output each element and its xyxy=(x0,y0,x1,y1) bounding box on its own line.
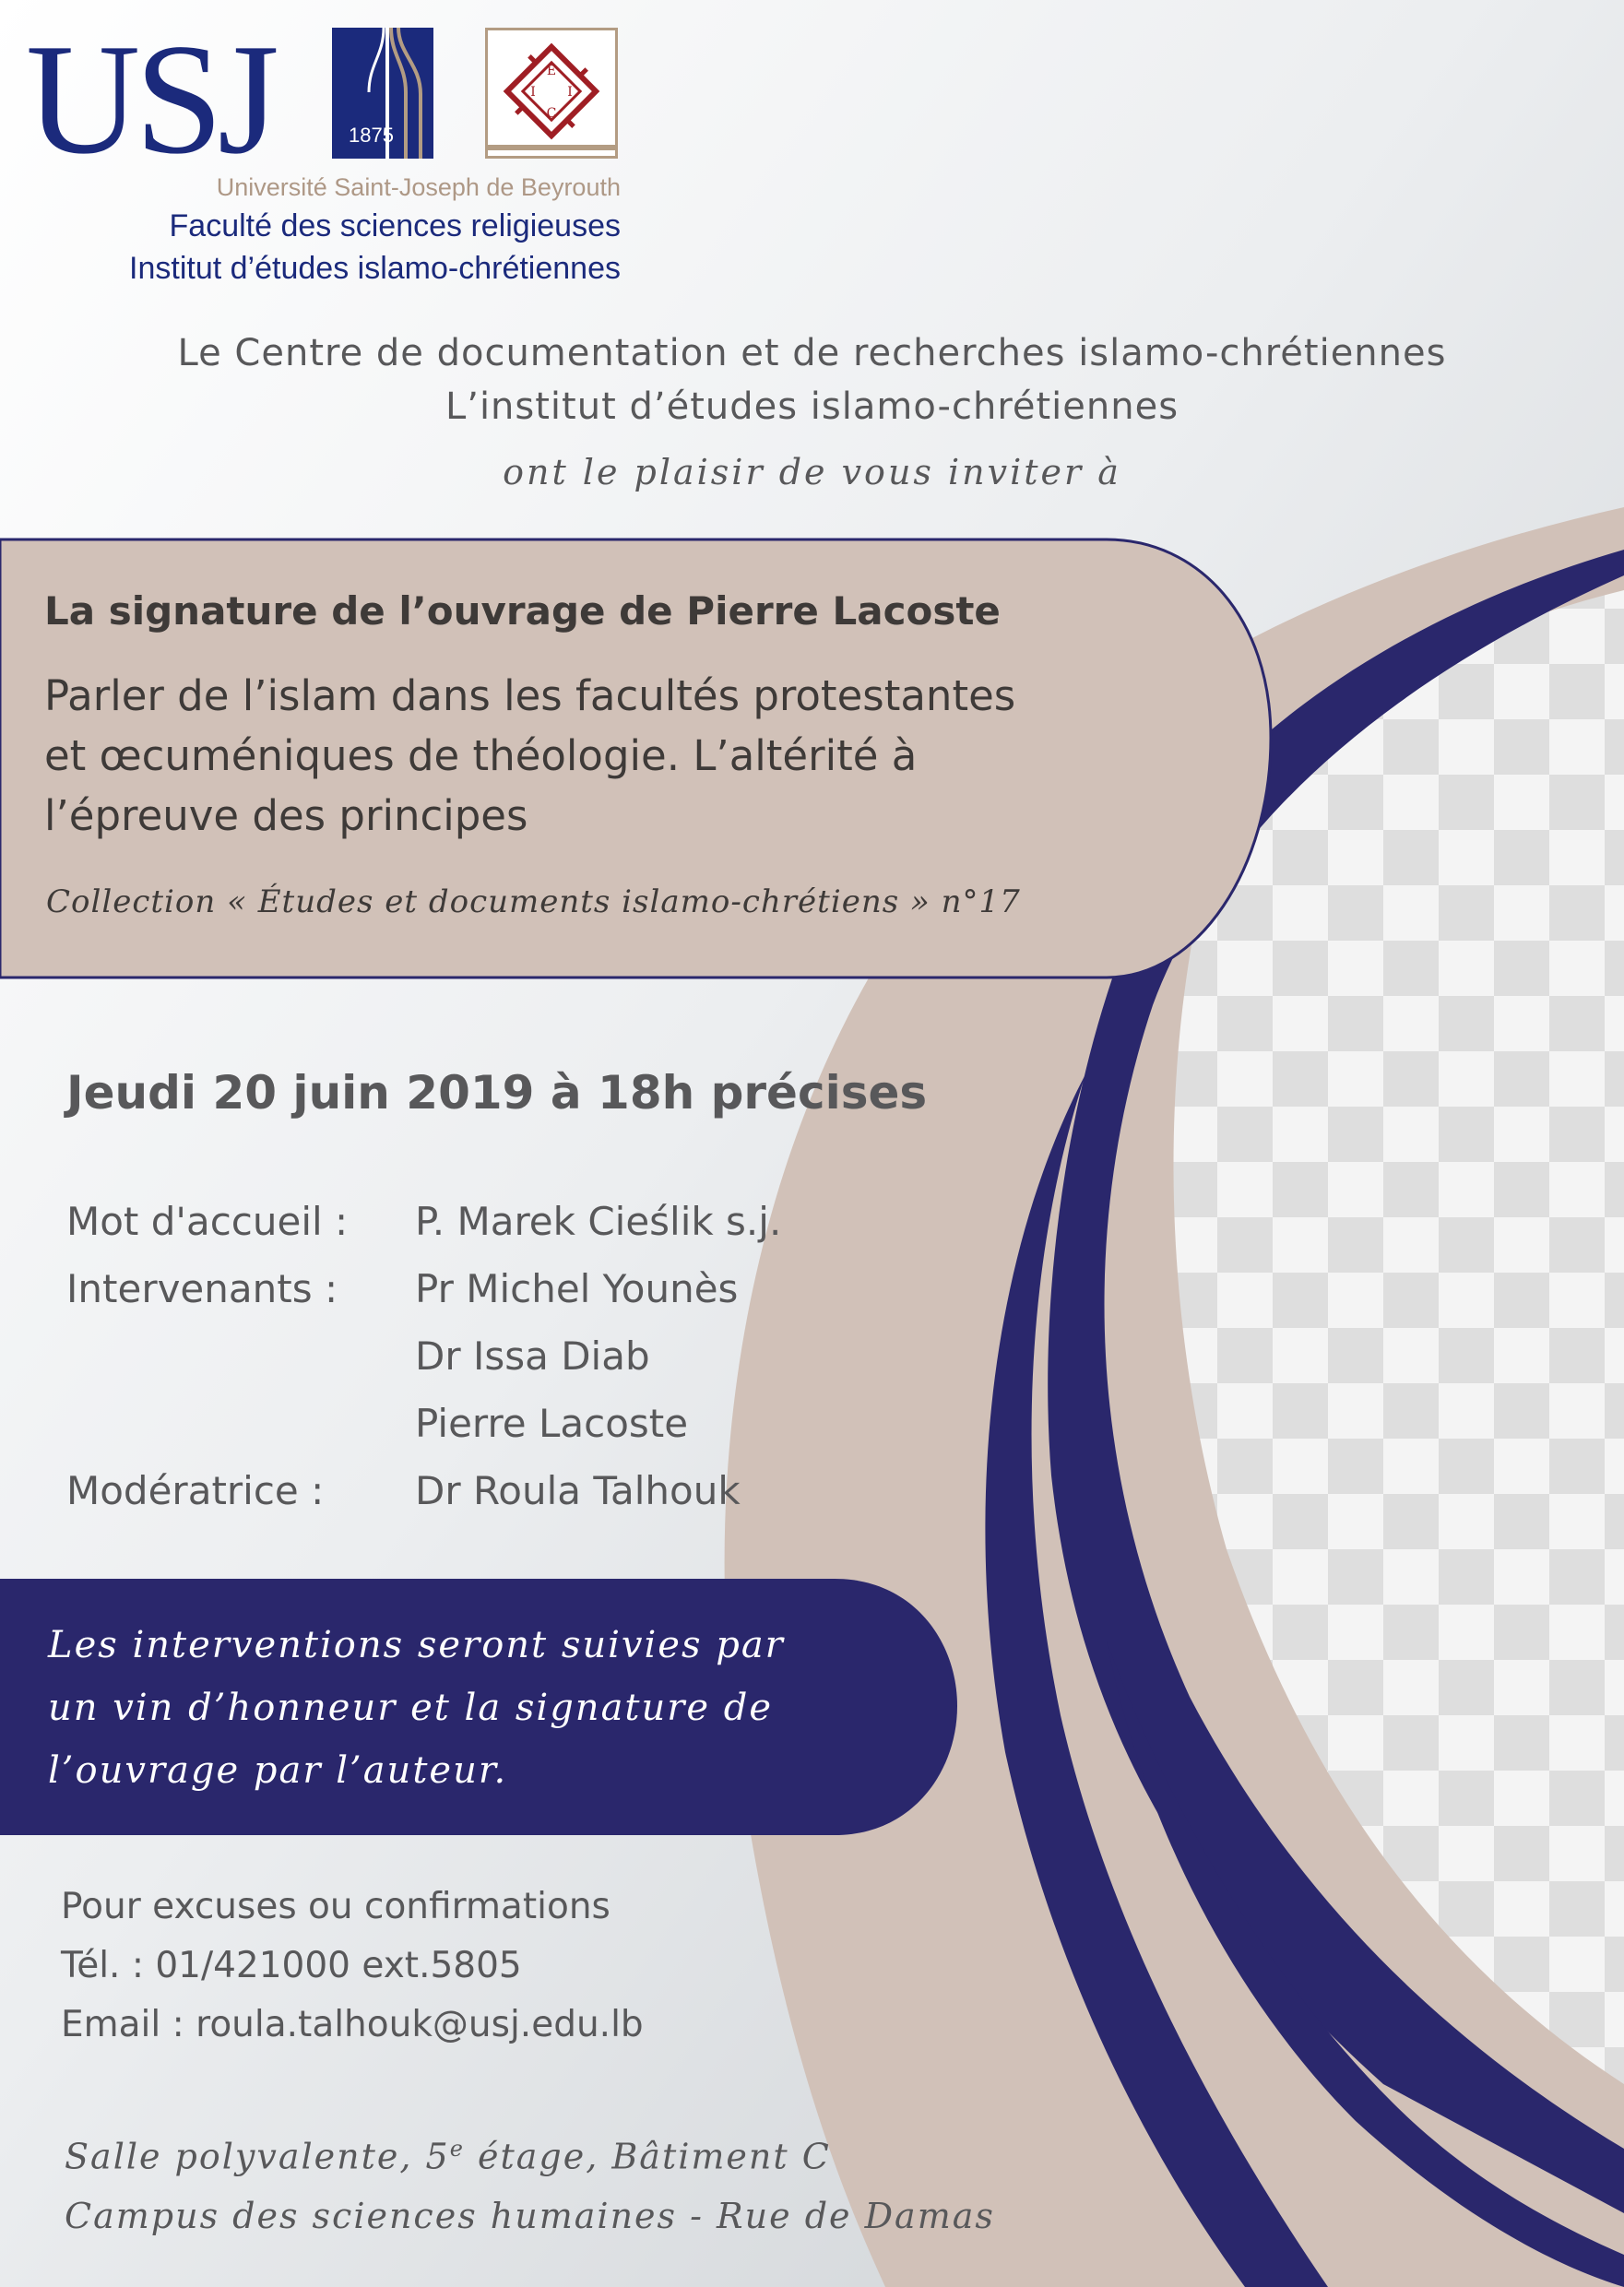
book-subtitle-line: Parler de l’islam dans les facultés protestantes xyxy=(44,671,1016,720)
reception-note xyxy=(48,1614,896,1802)
event-date: Jeudi 20 juin 2019 à 18h précises xyxy=(66,1066,928,1120)
emblem-letter-right: I xyxy=(567,85,573,100)
contact-heading: Pour excuses ou confirmations xyxy=(61,1886,610,1927)
program-role: Mot d'accueil : xyxy=(66,1199,349,1244)
venue-line-2: Campus des sciences humaines - Rue de Damas xyxy=(65,2195,995,2236)
venue-line-1 xyxy=(65,2119,995,2186)
invitation-line: ont le plaisir de vous inviter à xyxy=(503,452,1121,492)
program-person: Pierre Lacoste xyxy=(415,1401,689,1446)
ieic-emblem xyxy=(485,28,618,159)
contact-phone: Tél. : 01/421000 ext.5805 xyxy=(61,1945,522,1986)
emblem-letter-top: E xyxy=(546,64,557,78)
book-subtitle-line: et œcuméniques de théologie. L’altérité à xyxy=(44,731,918,780)
usj-wordmark: USJ xyxy=(26,12,274,187)
program-person: P. Marek Cieślik s.j. xyxy=(415,1199,782,1244)
reception-line: l’ouvrage par l’auteur. xyxy=(48,1749,508,1792)
organizer-line-1: Le Centre de documentation et de recherches islamo-chrétiennes xyxy=(177,332,1447,374)
emblem-letter-bottom: C xyxy=(546,106,557,121)
faculty-name: Faculté des sciences religieuses xyxy=(169,208,621,243)
program-role: Modératrice : xyxy=(66,1468,325,1513)
emblem-letter-left: I xyxy=(530,85,536,100)
venue-building: étage, Bâtiment C xyxy=(464,2136,831,2177)
program-role: Intervenants : xyxy=(66,1266,338,1311)
book-subtitle-line: l’épreuve des principes xyxy=(44,791,528,840)
program-person: Dr Roula Talhouk xyxy=(415,1468,741,1513)
venue-room: Salle polyvalente, 5 xyxy=(65,2136,450,2177)
book-collection: Collection « Études et documents islamo-chrétiens » n°17 xyxy=(46,883,1021,920)
venue-block xyxy=(65,2119,995,2246)
institute-name: Institut d’études islamo-chrétiennes xyxy=(129,251,621,286)
diamond-emblem-icon xyxy=(488,30,615,156)
book-heading: La signature de l’ouvrage de Pierre Lacoste xyxy=(44,588,1001,634)
program-person: Pr Michel Younès xyxy=(415,1266,739,1311)
university-name: Université Saint-Joseph de Beyrouth xyxy=(216,173,621,201)
logo-year: 1875 xyxy=(349,124,394,147)
contact-email: Email : roula.talhouk@usj.edu.lb xyxy=(61,2004,644,2045)
reception-line: un vin d’honneur et la signature de xyxy=(48,1687,774,1729)
reception-line: Les interventions seront suivies par xyxy=(48,1624,785,1666)
venue-floor-suffix: e xyxy=(449,2136,465,2162)
contact-block xyxy=(61,1878,644,2055)
program-person: Dr Issa Diab xyxy=(415,1333,650,1379)
book-subtitle xyxy=(44,666,1188,846)
organizer-line-2: L’institut d’études islamo-chrétiennes xyxy=(445,385,1179,428)
